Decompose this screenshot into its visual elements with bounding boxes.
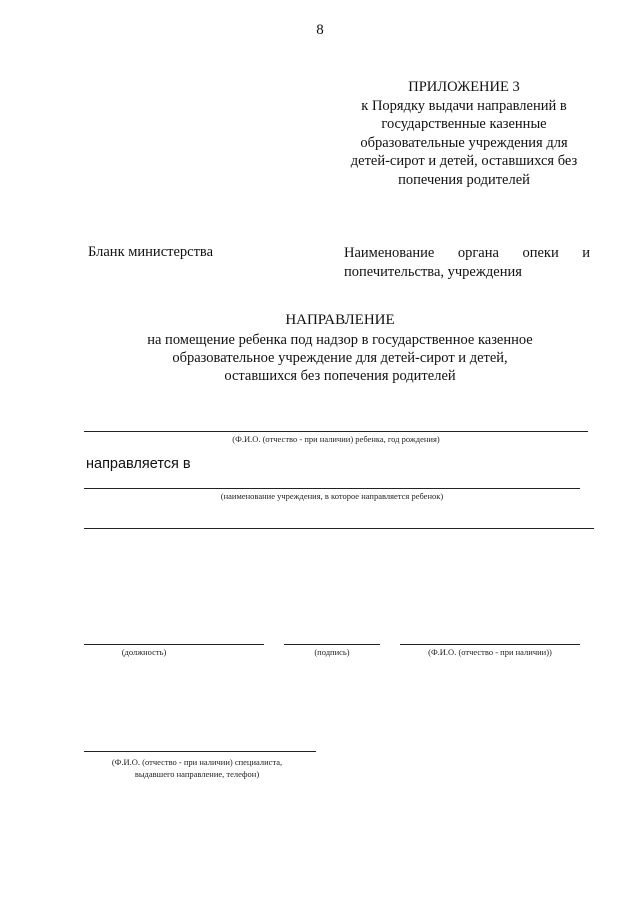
specialist-caption-line: (Ф.И.О. (отчество - при наличии) специалиста, <box>111 757 283 767</box>
specialist-caption <box>92 756 302 780</box>
subtitle-line: на помещение ребенка под надзор в государственное казенное <box>147 332 533 348</box>
signature-caption: (подпись) <box>314 647 350 657</box>
full-name-caption: (Ф.И.О. (отчество - при наличии)) <box>428 647 552 657</box>
child-name-line[interactable] <box>84 431 588 432</box>
subtitle-line: образовательное учреждение для детей-сирот и детей, <box>172 350 508 366</box>
appendix-line: государственные казенные <box>381 116 547 132</box>
appendix-line: детей-сирот и детей, оставшихся без <box>350 153 578 169</box>
signature-line[interactable] <box>284 644 380 645</box>
page-number: 8 <box>316 22 324 38</box>
position-caption: (должность) <box>121 647 167 657</box>
authority-line-2: попечительства, учреждения <box>344 263 522 280</box>
document-title: НАПРАВЛЕНИЕ <box>285 312 395 328</box>
full-name-line[interactable] <box>400 644 580 645</box>
position-line[interactable] <box>84 644 264 645</box>
appendix-line: образовательные учреждения для <box>360 134 568 151</box>
appendix-line: к Порядку выдачи направлений в <box>361 97 567 114</box>
specialist-caption-line: выдавшего направление, телефон) <box>134 769 260 779</box>
institution-line-2[interactable] <box>84 528 594 529</box>
institution-caption: (наименование учреждения, в которое направляется ребенок) <box>220 491 444 501</box>
authority-word: опеки <box>522 245 559 261</box>
appendix-title: ПРИЛОЖЕНИЕ 3 <box>408 79 520 95</box>
authority-word: и <box>582 245 590 261</box>
directed-to-label: направляется в <box>86 456 191 472</box>
authority-word: органа <box>457 245 499 261</box>
child-name-caption: (Ф.И.О. (отчество - при наличии) ребенка, год рождения) <box>232 434 440 444</box>
appendix-block <box>330 78 598 189</box>
appendix-line: попечения родителей <box>398 171 530 188</box>
authority-name-label <box>344 244 590 281</box>
specialist-line[interactable] <box>84 751 316 752</box>
subtitle-line: оставшихся без попечения родителей <box>224 368 456 384</box>
authority-word: Наименование <box>344 245 435 261</box>
ministry-blank-label: Бланк министерства <box>88 244 214 260</box>
document-subtitle <box>0 331 640 385</box>
institution-line[interactable] <box>84 488 580 489</box>
